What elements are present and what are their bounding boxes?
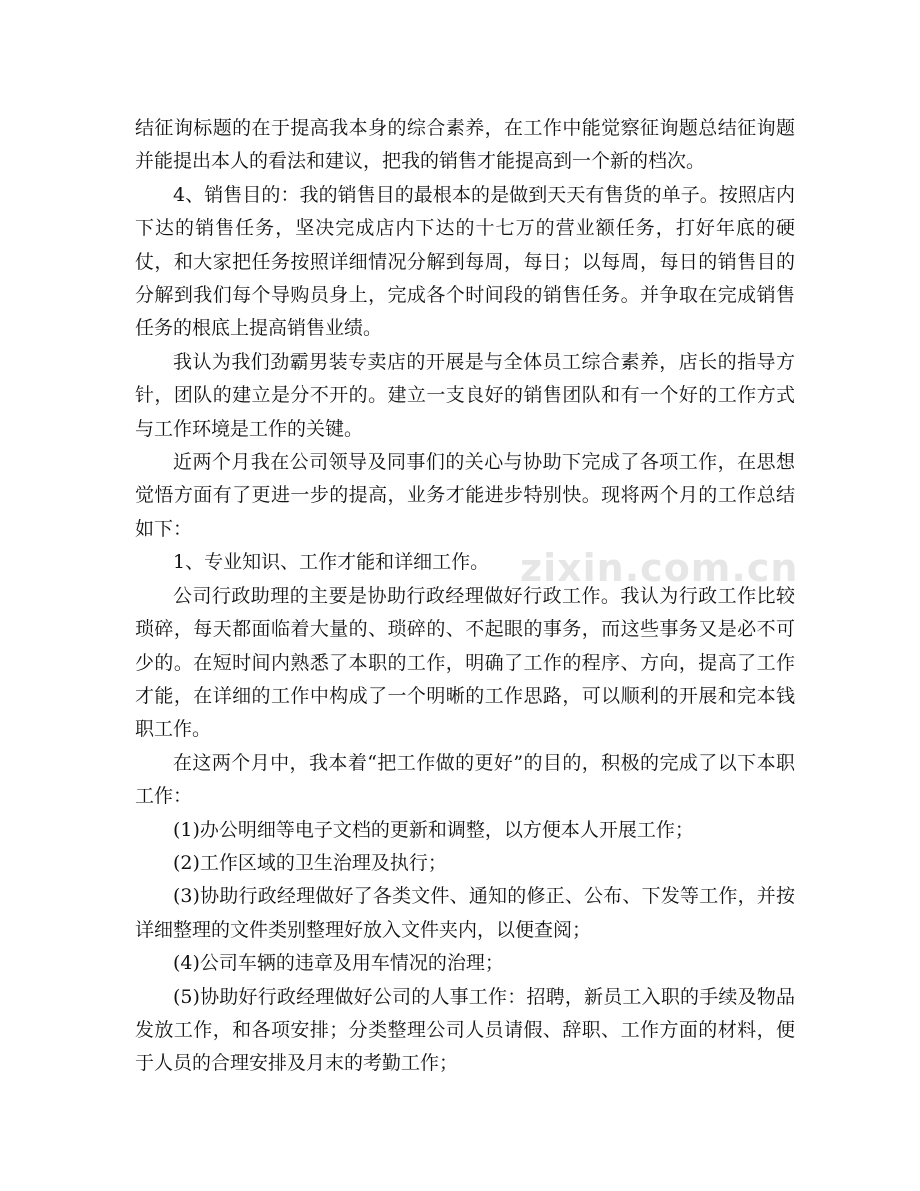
paragraph-10: (3)协助行政经理做好了各类文件、通知的修正、公布、下发等工作，并按详细整理的文件类别整理好放入文件夹内，以便查阅；: [135, 885, 795, 941]
paragraph-8: (1)办公明细等电子文档的更新和调整，以方便本人开展工作；: [173, 818, 694, 841]
watermark-text: zixin.com.cn: [520, 546, 799, 590]
paragraph-7: 在这两个月中，我本着“把工作做的更好”的目的，积极的完成了以下本职工作：: [135, 751, 795, 808]
paragraph-6: 公司行政助理的主要是协助行政经理做好行政工作。我认为行政工作比较琐碎，每天都面临着大量的、琐碎的、不起眼的事务，而这些事务又是必不可少的。在短时间内熟悉了本职的工作，明确了工作的程序、方向，提高了工作才能，在详细的工作中构成了一个明晰的工作思路，可以顺利的开展和完本钱职工作。: [135, 584, 795, 741]
paragraph-11: (4)公司车辆的违章及用车情况的治理；: [173, 952, 504, 975]
paragraph-2: 4、销售目的：我的销售目的最根本的是做到天天有售货的单子。按照店内下达的销售任务，坚决完成店内下达的十七万的营业额任务，打好年底的硬仗，和大家把任务按照详细情况分解到每周，每日；以每周，每日的销售目的分解到我们每个导购员身上，完成各个时间段的销售任务。并争取在完成销售任务的根底上提高销售业绩。: [135, 183, 795, 340]
paragraph-3: 我认为我们劲霸男装专卖店的开展是与全体员工综合素养，店长的指导方针，团队的建立是分不开的。建立一支良好的销售团队和有一个好的工作方式与工作环境是工作的关键。: [135, 350, 795, 440]
paragraph-12: (5)协助好行政经理做好公司的人事工作：招聘，新员工入职的手续及物品发放工作，和各项安排；分类整理公司人员请假、辞职、工作方面的材料，便于人员的合理安排及月末的考勤工作；: [135, 985, 795, 1075]
paragraph-5: 1、专业知识、工作才能和详细工作。: [173, 551, 490, 574]
document-body: [135, 112, 795, 1081]
paragraph-4: 近两个月我在公司领导及同事们的关心与协助下完成了各项工作，在思想觉悟方面有了更进一步的提高，业务才能进步特别快。现将两个月的工作总结如下：: [135, 451, 795, 540]
paragraph-1: 结征询标题的在于提高我本身的综合素养，在工作中能觉察征询题总结征询题并能提出本人的看法和建议，把我的销售才能提高到一个新的档次。: [135, 117, 795, 173]
paragraph-9: (2)工作区域的卫生治理及执行；: [173, 851, 447, 874]
